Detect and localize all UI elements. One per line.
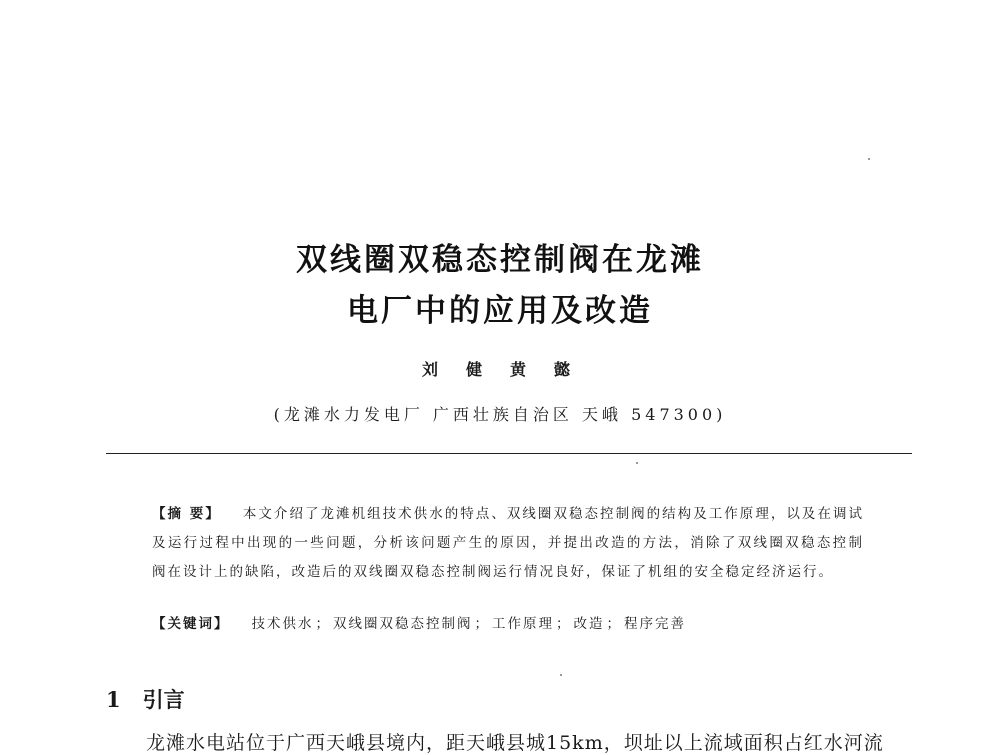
authors: 刘健黄懿 bbox=[421, 360, 598, 379]
keyword-separator: ； bbox=[556, 616, 572, 632]
keyword-separator: ； bbox=[315, 616, 331, 632]
body-text-line: 龙滩水电站位于广西天峨县境内，距天峨县城15km，坝址以上流域面积占红水河流 bbox=[146, 732, 884, 754]
keywords-label: 【关键词】 bbox=[152, 616, 230, 632]
keyword-item: 技术供水 bbox=[251, 616, 314, 632]
abstract-text: 本文介绍了龙滩机组技术供水的特点、双线圈双稳态控制阀的结构及工作原理，以及在调试及运行过程中出现的一些问题，分析该问题产生的原因，并提出改造的方法，消除了双线圈双稳态控制阀在设计上的缺陷，改造后的双线圈双稳态控制阀运行情况良好，保证了机组的安全稳定经济运行。 bbox=[152, 506, 865, 580]
section-title: 引言 bbox=[142, 688, 185, 712]
abstract-label: 【摘 要】 bbox=[152, 506, 221, 522]
title-line-1: 双线圈双稳态控制阀在龙滩 bbox=[296, 242, 704, 278]
header-divider bbox=[106, 453, 912, 454]
keywords-list bbox=[252, 616, 687, 632]
keyword-separator: ； bbox=[606, 616, 622, 632]
section-heading bbox=[106, 684, 185, 714]
scan-speck bbox=[560, 674, 562, 676]
keyword-item: 改造 bbox=[573, 616, 605, 632]
title-line-2: 电厂中的应用及改造 bbox=[347, 293, 653, 329]
keywords bbox=[152, 612, 864, 632]
keyword-separator: ； bbox=[474, 616, 490, 632]
scan-speck bbox=[636, 462, 638, 464]
keyword-item: 工作原理 bbox=[492, 616, 554, 632]
scan-speck bbox=[868, 158, 870, 160]
abstract bbox=[152, 500, 864, 587]
keyword-item: 双线圈双稳态控制阀 bbox=[333, 616, 473, 632]
affiliation: (龙滩水力发电厂 广西壮族自治区 天峨 547300) bbox=[273, 405, 727, 424]
section-number: 1 bbox=[106, 687, 121, 712]
keyword-item: 程序完善 bbox=[624, 616, 686, 632]
